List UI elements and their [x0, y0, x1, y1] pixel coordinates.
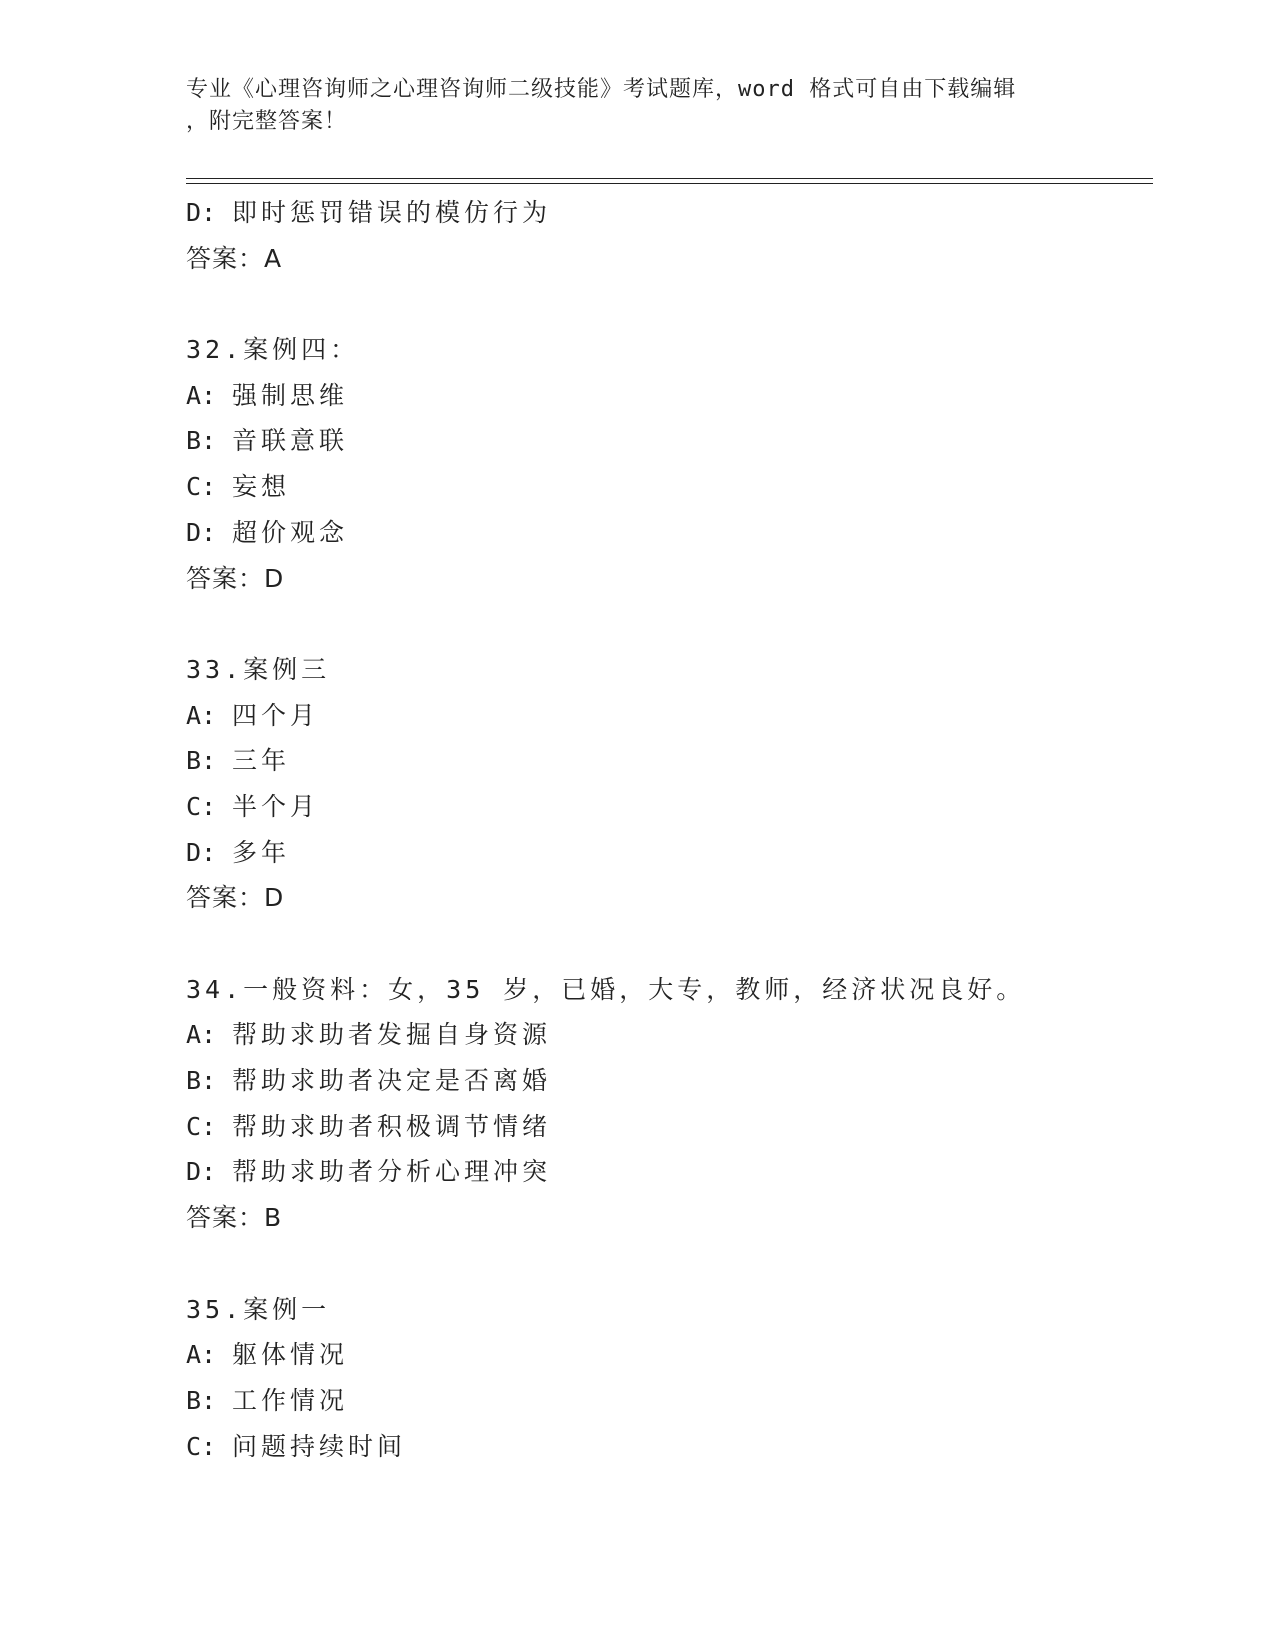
option-letter: D:	[186, 517, 217, 547]
option-b	[186, 1058, 1146, 1104]
option-a	[186, 693, 1146, 739]
option-text: 即时惩罚错误的模仿行为	[232, 198, 552, 227]
option-letter: D:	[186, 1157, 217, 1187]
spacer	[186, 1241, 1146, 1287]
option-b	[186, 1378, 1146, 1424]
option-c	[186, 1104, 1146, 1150]
option-letter: B:	[186, 746, 217, 776]
option-d	[186, 830, 1146, 876]
option-text: 帮助求助者决定是否离婚	[232, 1066, 552, 1096]
option-letter: C:	[186, 1431, 217, 1461]
answer-line: 答案：D	[186, 883, 285, 913]
option-letter: A:	[186, 380, 217, 410]
answer-line: 答案：A	[186, 243, 283, 273]
option-a	[186, 1332, 1146, 1378]
option-letter: D:	[186, 198, 217, 227]
question-stem-33: 33.案例三	[186, 654, 331, 684]
option-c	[186, 1424, 1146, 1470]
option-letter: B:	[186, 426, 217, 456]
spacer	[186, 921, 1146, 967]
option-letter: A:	[186, 1340, 217, 1370]
option-text: 帮助求助者分析心理冲突	[232, 1157, 552, 1187]
option-letter: A:	[186, 700, 217, 730]
question-stem-32: 32.案例四：	[186, 335, 360, 365]
option-d	[186, 510, 1146, 556]
option-a	[186, 373, 1146, 419]
option-text: 帮助求助者积极调节情绪	[232, 1111, 552, 1141]
option-text: 半个月	[232, 791, 320, 821]
answer-line: 答案：B	[186, 1203, 283, 1233]
option-a	[186, 1012, 1146, 1058]
option-letter: D:	[186, 837, 217, 867]
option-letter: C:	[186, 472, 217, 502]
header-divider-top	[186, 178, 1153, 179]
header-line-2: ，附完整答案！	[186, 109, 348, 134]
option-d	[186, 1149, 1146, 1195]
option-letter: A:	[186, 1020, 217, 1050]
option-text: 问题持续时间	[232, 1431, 407, 1461]
option-text: 三年	[232, 746, 291, 776]
option-c	[186, 784, 1146, 830]
option-text: 工作情况	[232, 1385, 349, 1415]
option-letter: C:	[186, 1111, 217, 1141]
question-stem-34: 34.一般资料：女，35 岁，已婚，大专，教师，经济状况良好。	[186, 974, 1026, 1004]
question-list	[186, 190, 1146, 1469]
header-line-1: 专业《心理咨询师之心理咨询师二级技能》考试题库，word 格式可自由下载编辑	[186, 77, 1017, 102]
option-text: 音联意联	[232, 426, 349, 456]
option-text: 妄想	[232, 472, 291, 502]
option-b	[186, 418, 1146, 464]
answer-line: 答案：D	[186, 563, 285, 593]
spacer	[186, 601, 1146, 647]
option-text: 超价观念	[232, 517, 349, 547]
option-b	[186, 738, 1146, 784]
option-text: 四个月	[232, 700, 320, 730]
document-header	[186, 74, 1086, 138]
option-letter: C:	[186, 791, 217, 821]
header-divider-bottom	[186, 183, 1153, 184]
spacer	[186, 281, 1146, 327]
option-c	[186, 464, 1146, 510]
option-text: 帮助求助者发掘自身资源	[232, 1020, 552, 1050]
option-letter: B:	[186, 1385, 217, 1415]
option-letter: B:	[186, 1066, 217, 1096]
option-text: 强制思维	[232, 380, 349, 410]
option-d	[186, 190, 1146, 236]
option-text: 躯体情况	[232, 1340, 349, 1370]
question-stem-35: 35.案例一	[186, 1294, 331, 1324]
option-text: 多年	[232, 837, 291, 867]
